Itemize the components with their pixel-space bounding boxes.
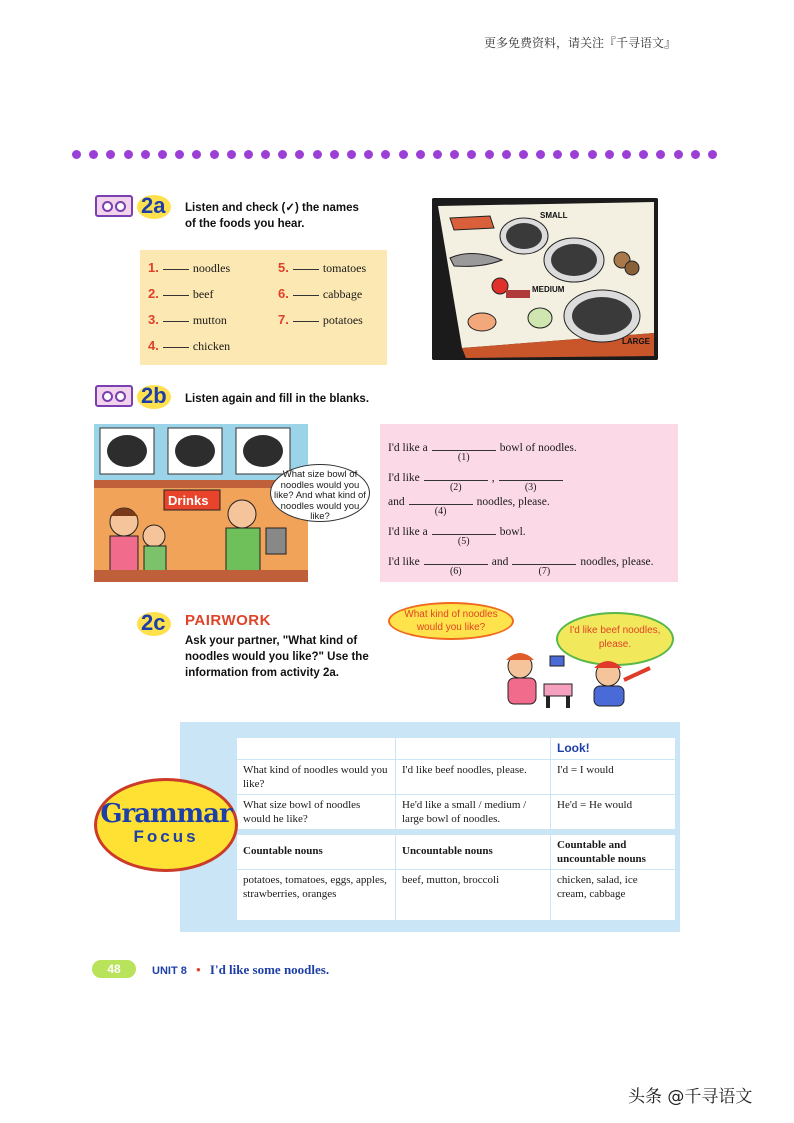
- fill-line-5: I'd like (6) and (7) noodles, please.: [388, 556, 654, 577]
- table-cell: chicken, salad, ice cream, cabbage: [551, 870, 676, 921]
- table-row: [237, 760, 676, 795]
- table-cell: potatoes, tomatoes, eggs, apples, strawberries, oranges: [237, 870, 396, 921]
- answer-blank[interactable]: (6): [424, 554, 488, 565]
- promo-text: 更多免费资料，请关注『千寻语文』: [484, 36, 677, 50]
- unit-label: UNIT 8: [152, 965, 187, 977]
- answer-bubble: I'd like beef noodles, please.: [556, 612, 674, 666]
- label-large: LARGE: [622, 337, 650, 346]
- pairwork-illustration: [490, 640, 670, 712]
- grammar-title: Grammar: [100, 799, 232, 829]
- cassette-icon: [95, 195, 133, 217]
- label-small: SMALL: [540, 211, 568, 220]
- look-label: Look!: [557, 741, 590, 755]
- pairwork-title: PAIRWORK: [185, 612, 271, 629]
- check-blank[interactable]: [293, 295, 319, 296]
- watermark: 头条 @千寻语文: [628, 1087, 753, 1107]
- section-2c-instruction: Ask your partner, "What kind of noodles would you like?" Use the information from activity 2a.: [185, 635, 369, 679]
- table-cell: I'd = I would: [551, 760, 676, 795]
- table-row: [237, 795, 676, 833]
- fill-line-1: I'd like a (1) bowl of noodles.: [388, 442, 577, 463]
- list-item: 4. chicken: [148, 338, 231, 353]
- fill-line-4: I'd like a (5) bowl.: [388, 526, 526, 547]
- food-checklist: [140, 250, 387, 365]
- section-2b-instruction: Listen again and fill in the blanks.: [185, 393, 370, 405]
- answer-blank[interactable]: (2): [424, 470, 488, 481]
- section-2c-badge: 2c: [141, 610, 179, 636]
- cassette-icon: [95, 385, 133, 407]
- list-item: 5. tomatoes: [278, 260, 367, 275]
- footer-title: UNIT 8 • I'd like some noodles.: [152, 962, 330, 977]
- drinks-sign: Drinks: [168, 493, 209, 508]
- list-item: 7. potatoes: [278, 312, 363, 327]
- table-header: Countable nouns: [237, 832, 396, 870]
- fill-line-3: and (4) noodles, please.: [388, 496, 550, 517]
- check-blank[interactable]: [163, 269, 189, 270]
- check-blank[interactable]: [163, 295, 189, 296]
- check-blank[interactable]: [163, 321, 189, 322]
- table-row: [237, 832, 676, 870]
- answer-blank[interactable]: (1): [432, 440, 496, 451]
- table-header: Uncountable nouns: [396, 832, 551, 870]
- check-blank[interactable]: [293, 269, 319, 270]
- label-medium: MEDIUM: [532, 285, 565, 294]
- table-row: [237, 870, 676, 921]
- unit-title: I'd like some noodles.: [209, 962, 330, 977]
- list-item: 1. noodles: [148, 260, 231, 275]
- answer-blank[interactable]: (7): [512, 554, 576, 565]
- fill-in-box: [380, 424, 678, 582]
- table-cell: What kind of noodles would you like?: [237, 760, 396, 795]
- question-bubble: What kind of noodles would you like?: [388, 602, 514, 640]
- dotted-divider: [72, 150, 717, 160]
- list-item: 6. cabbage: [278, 286, 363, 301]
- table-cell: What size bowl of noodles would he like?: [237, 795, 396, 833]
- section-2a-badge: 2a: [141, 193, 179, 219]
- answer-blank[interactable]: (4): [409, 494, 473, 505]
- focus-title: Focus: [133, 827, 199, 846]
- table-cell: He'd like a small / medium / large bowl of noodles.: [396, 795, 551, 833]
- speech-bubble-text: What size bowl of noodles would you like? And what kind of noodles would you like?: [270, 464, 370, 522]
- fill-line-2: I'd like (2) , (3): [388, 470, 567, 484]
- page-number: 48: [92, 960, 136, 978]
- answer-blank[interactable]: (5): [432, 524, 496, 535]
- check-blank[interactable]: [163, 347, 189, 348]
- grammar-focus-badge: [94, 778, 238, 872]
- table-cell: I'd like beef noodles, please.: [396, 760, 551, 795]
- table-cell: He'd = He would: [551, 795, 676, 833]
- table-cell: beef, mutton, broccoli: [396, 870, 551, 921]
- list-item: 2. beef: [148, 286, 214, 301]
- answer-blank[interactable]: (3): [499, 470, 563, 481]
- grammar-table: [236, 737, 676, 921]
- table-row: [237, 738, 676, 760]
- section-2a-instruction: Listen and check (✓) the names of the foods you hear.: [185, 202, 359, 230]
- table-header: Countable and uncountable nouns: [551, 832, 676, 870]
- section-2b-badge: 2b: [141, 383, 179, 409]
- menu-board-illustration: [432, 198, 658, 360]
- list-item: 3. mutton: [148, 312, 227, 327]
- check-blank[interactable]: [293, 321, 319, 322]
